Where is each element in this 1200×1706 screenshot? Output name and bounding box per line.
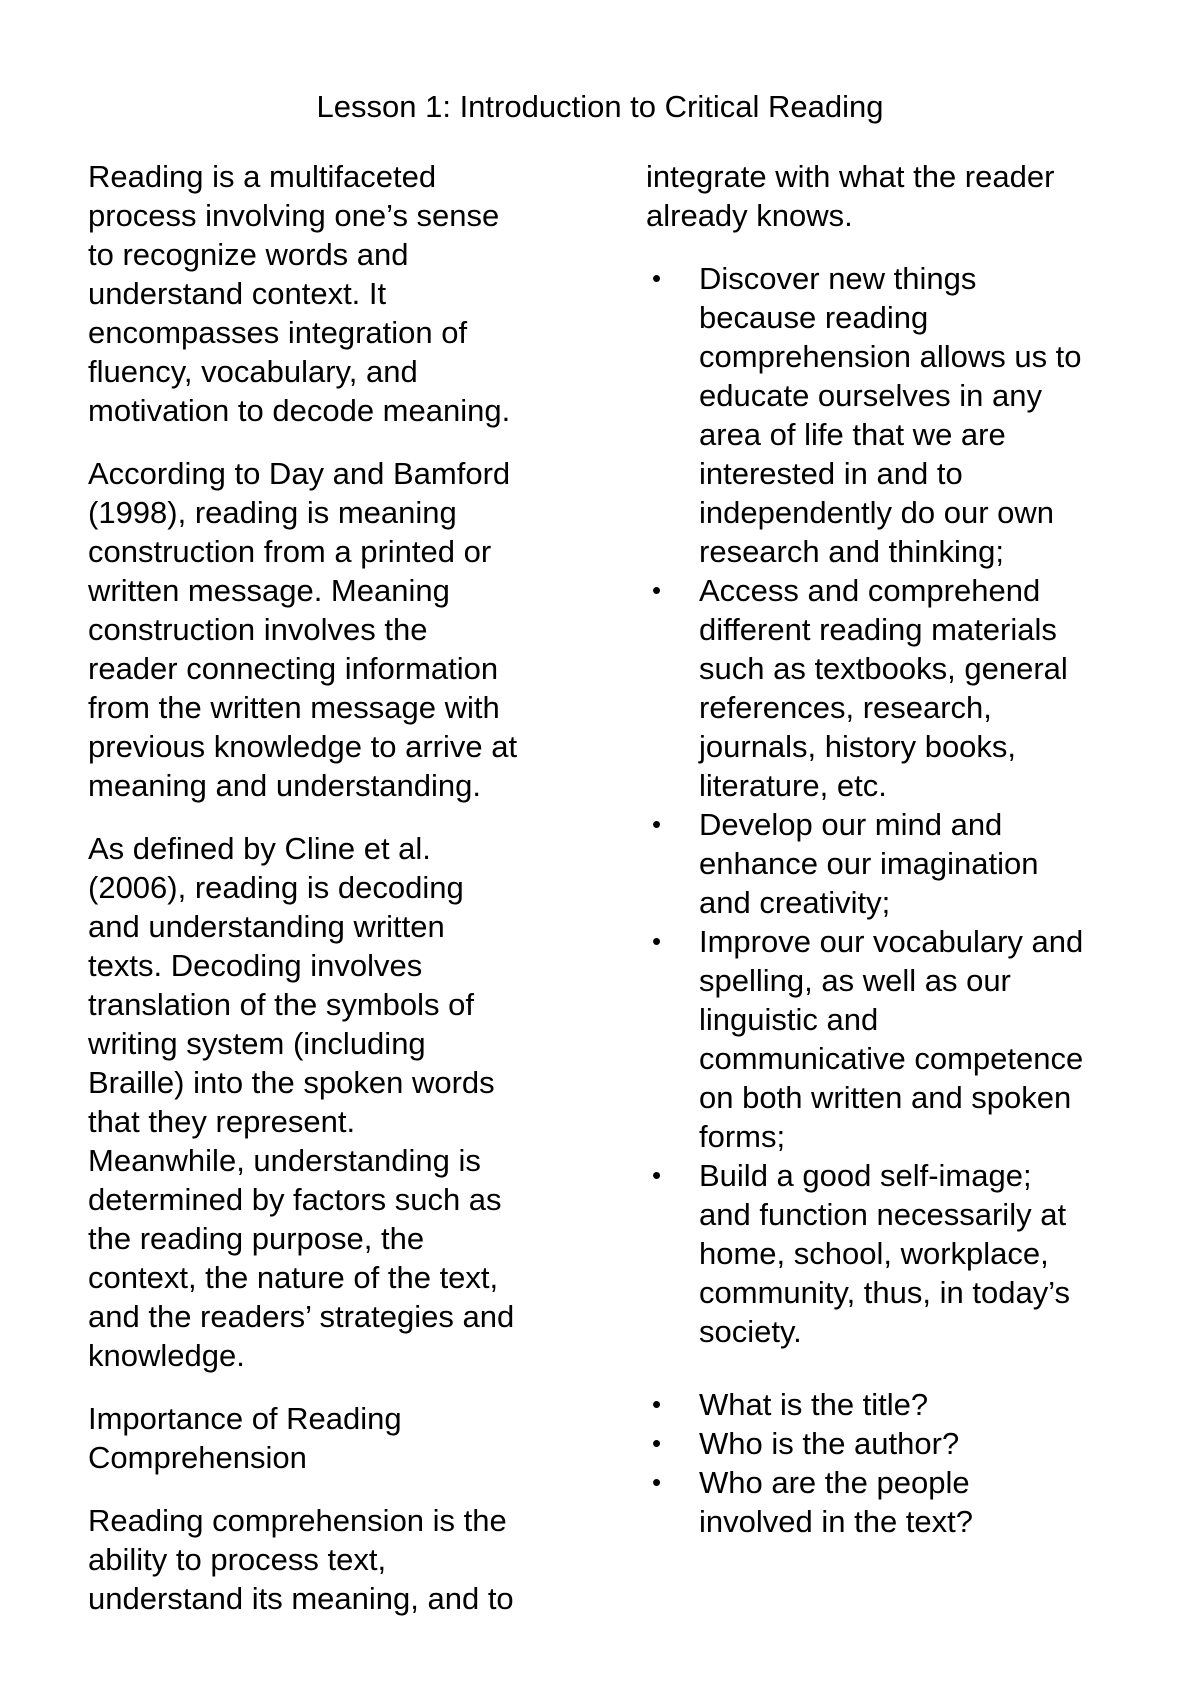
text-line: to recognize words and: [88, 237, 409, 272]
text-line: What is the title?: [699, 1387, 929, 1422]
text-line: encompasses integration of: [88, 315, 468, 350]
bullet-icon: •: [652, 809, 662, 839]
text-line: fluency, vocabulary, and: [88, 354, 418, 389]
text-line: educate ourselves in any: [699, 378, 1042, 413]
paragraph-day-bamford: [88, 454, 568, 805]
text-line: comprehension allows us to: [699, 339, 1082, 374]
text-line: Comprehension: [88, 1440, 307, 1475]
list-item: [646, 1156, 1146, 1351]
text-line: According to Day and Bamford: [88, 456, 511, 491]
paragraph-comprehension: [88, 1501, 568, 1618]
text-line: and the readers’ strategies and: [88, 1299, 515, 1334]
text-line: process involving one’s sense: [88, 198, 500, 233]
text-line: (2006), reading is decoding: [88, 870, 464, 905]
text-line: understand context. It: [88, 276, 387, 311]
text-line: Importance of Reading: [88, 1401, 402, 1436]
right-column: [646, 157, 1146, 1541]
text-line: understand its meaning, and to: [88, 1581, 514, 1616]
list-item: [646, 1463, 1146, 1541]
list-item: [646, 1385, 1146, 1424]
text-line: society.: [699, 1314, 802, 1349]
bullet-icon: •: [652, 1160, 662, 1190]
text-line: home, school, workplace,: [699, 1236, 1049, 1271]
paragraph-cline: [88, 829, 568, 1375]
text-line: Who is the author?: [699, 1426, 960, 1461]
text-line: knowledge.: [88, 1338, 245, 1373]
text-line: context, the nature of the text,: [88, 1260, 499, 1295]
left-column: [88, 157, 568, 1618]
text-line: interested in and to: [699, 456, 963, 491]
text-line: motivation to decode meaning.: [88, 393, 511, 428]
list-item: [646, 259, 1146, 571]
bullet-icon: •: [652, 263, 662, 293]
text-line: Build a good self-image;: [699, 1158, 1032, 1193]
text-line: research and thinking;: [699, 534, 1005, 569]
text-line: references, research,: [699, 690, 992, 725]
questions-list: [646, 1385, 1146, 1541]
text-line: and creativity;: [699, 885, 891, 920]
text-line: Develop our mind and: [699, 807, 1003, 842]
text-line: Reading is a multifaceted: [88, 159, 437, 194]
text-line: written message. Meaning: [88, 573, 450, 608]
text-line: determined by factors such as: [88, 1182, 502, 1217]
text-line: and function necessarily at: [699, 1197, 1067, 1232]
text-line: that they represent.: [88, 1104, 356, 1139]
text-line: texts. Decoding involves: [88, 948, 423, 983]
text-line: meaning and understanding.: [88, 768, 481, 803]
text-line: enhance our imagination: [699, 846, 1039, 881]
section-heading-importance: [88, 1399, 568, 1477]
list-item: [646, 571, 1146, 805]
text-line: Braille) into the spoken words: [88, 1065, 495, 1100]
page-title: Lesson 1: Introduction to Critical Reading: [316, 89, 884, 124]
text-line: area of life that we are: [699, 417, 1006, 452]
text-line: writing system (including: [88, 1026, 426, 1061]
paragraph-continuation: [646, 157, 1146, 235]
paragraph-reading-definition: [88, 157, 568, 430]
text-line: communicative competence: [699, 1041, 1084, 1076]
text-line: Discover new things: [699, 261, 977, 296]
text-line: because reading: [699, 300, 929, 335]
text-line: spelling, as well as our: [699, 963, 1011, 998]
text-line: from the written message with: [88, 690, 500, 725]
list-item: [646, 1424, 1146, 1463]
text-line: translation of the symbols of: [88, 987, 474, 1022]
text-line: community, thus, in today’s: [699, 1275, 1071, 1310]
text-line: such as textbooks, general: [699, 651, 1068, 686]
text-line: previous knowledge to arrive at: [88, 729, 518, 764]
text-line: different reading materials: [699, 612, 1057, 647]
bullet-icon: •: [652, 1467, 662, 1497]
text-line: journals, history books,: [699, 729, 1017, 764]
bullet-icon: •: [652, 1389, 662, 1419]
text-line: and understanding written: [88, 909, 445, 944]
bullet-icon: •: [652, 1428, 662, 1458]
text-line: linguistic and: [699, 1002, 879, 1037]
benefits-list: [646, 259, 1146, 1351]
bullet-icon: •: [652, 575, 662, 605]
list-item: [646, 922, 1146, 1156]
text-line: forms;: [699, 1119, 786, 1154]
text-line: the reading purpose, the: [88, 1221, 425, 1256]
text-line: already knows.: [646, 198, 853, 233]
list-item: [646, 805, 1146, 922]
text-line: reader connecting information: [88, 651, 499, 686]
text-line: Who are the people: [699, 1465, 970, 1500]
text-line: As defined by Cline et al.: [88, 831, 431, 866]
bullet-icon: •: [652, 926, 662, 956]
text-line: (1998), reading is meaning: [88, 495, 457, 530]
text-line: Meanwhile, understanding is: [88, 1143, 481, 1178]
text-line: construction involves the: [88, 612, 428, 647]
text-line: Reading comprehension is the: [88, 1503, 507, 1538]
text-line: Improve our vocabulary and: [699, 924, 1084, 959]
text-line: independently do our own: [699, 495, 1055, 530]
text-line: involved in the text?: [699, 1504, 974, 1539]
text-line: literature, etc.: [699, 768, 887, 803]
text-line: ability to process text,: [88, 1542, 387, 1577]
text-line: integrate with what the reader: [646, 159, 1055, 194]
text-line: Access and comprehend: [699, 573, 1041, 608]
text-line: construction from a printed or: [88, 534, 492, 569]
text-line: on both written and spoken: [699, 1080, 1072, 1115]
